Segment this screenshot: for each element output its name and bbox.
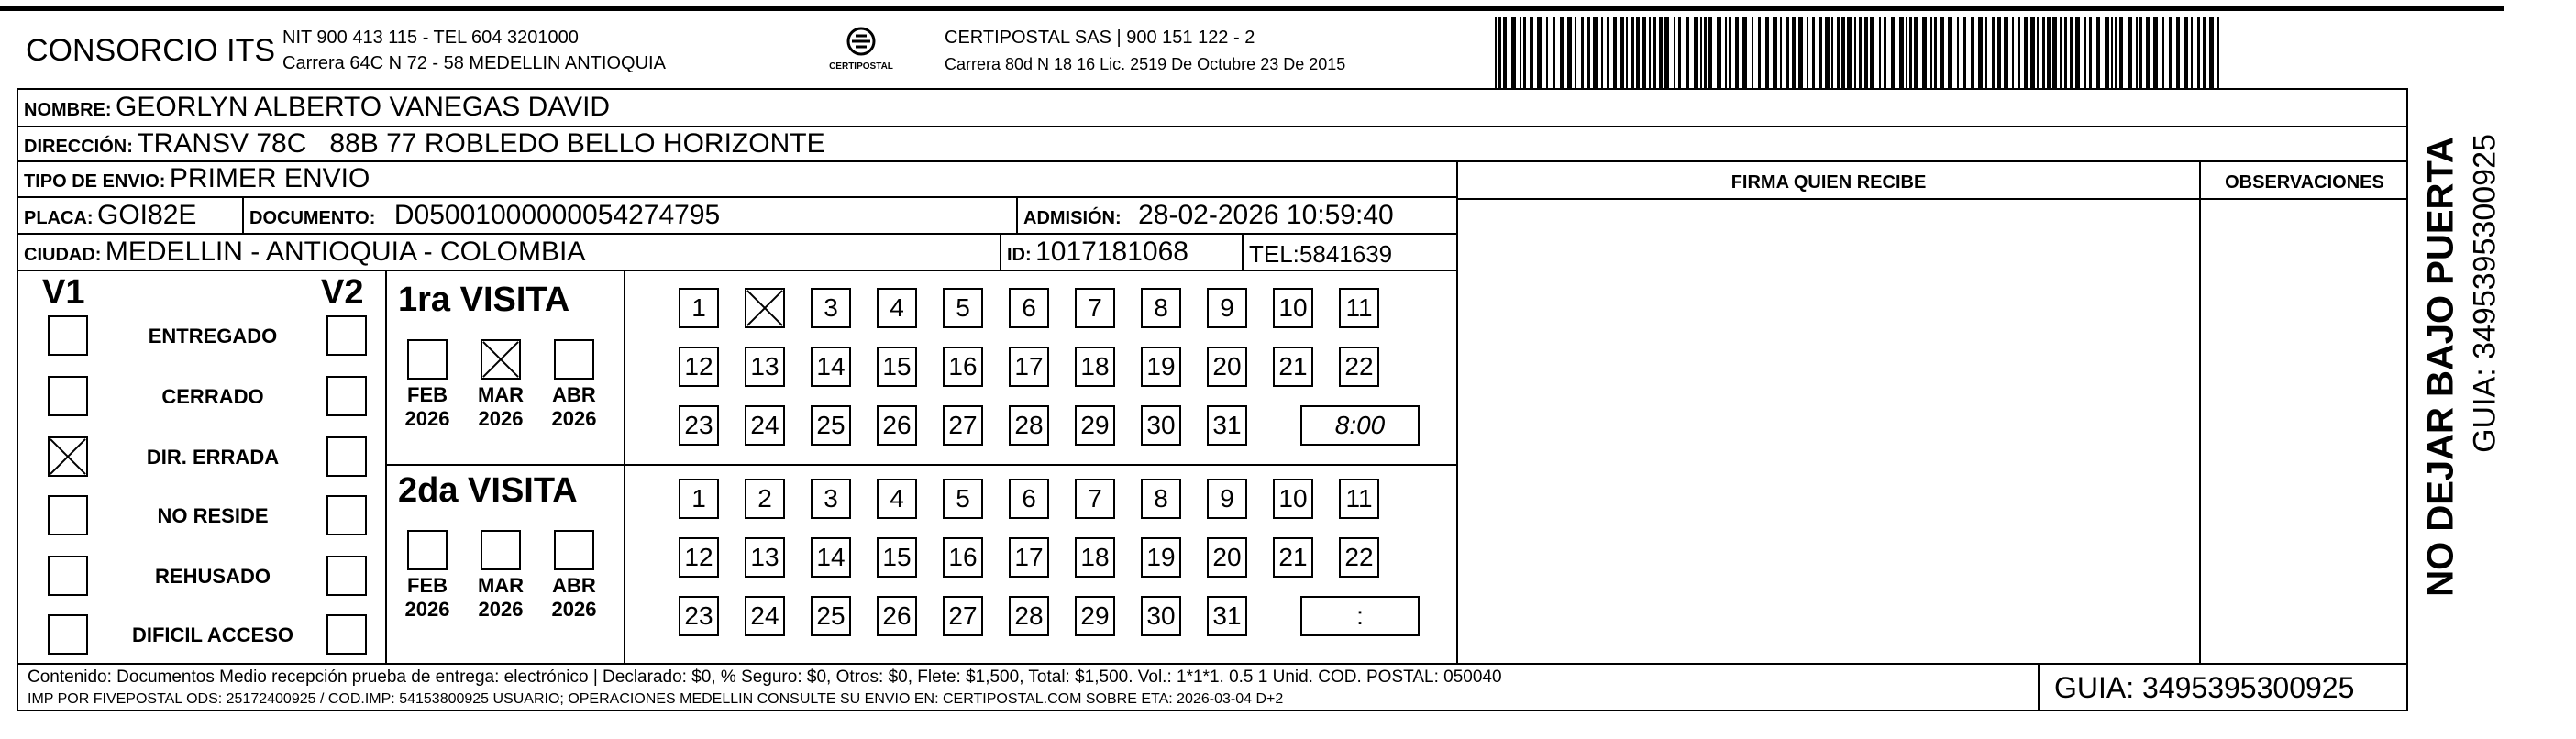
nombre-value: GEORLYN ALBERTO VANEGAS DAVID — [116, 92, 611, 122]
day-box-28[interactable]: 28 — [1009, 596, 1049, 636]
day-box-7[interactable]: 7 — [1075, 288, 1115, 328]
contenido-text: Contenido: Documentos Medio recepción prueba de entrega: electrónico | Declarado: $0, % Seguro: $0, Otros: $0, Flete: $1,500, Total: $1,500. Vol.: 1*1*1. 0.5 1 Unid. COD. POSTAL: 050040 — [28, 667, 1502, 687]
day-box-6[interactable]: 6 — [1009, 288, 1049, 328]
day-box-3[interactable]: 3 — [811, 288, 851, 328]
divider — [1000, 233, 1001, 270]
month-label: ABR — [552, 574, 596, 597]
month-label: ABR — [552, 383, 596, 406]
day-box-9[interactable]: 9 — [1207, 479, 1247, 519]
admision-field — [1023, 200, 1394, 231]
status-label: NO RESIDE — [157, 504, 269, 527]
nombre-row — [24, 92, 610, 123]
id-field — [1007, 237, 1188, 268]
divider — [17, 270, 1456, 271]
day-box-2[interactable]: 2 — [745, 479, 785, 519]
logo-text: CERTIPOSTAL — [829, 61, 893, 72]
day-box-8[interactable]: 8 — [1141, 288, 1181, 328]
v1-checkbox[interactable] — [48, 556, 88, 596]
v2-checkbox[interactable] — [326, 315, 367, 356]
status-label: REHUSADO — [155, 565, 271, 588]
nombre-label: NOMBRE: — [24, 100, 112, 120]
documento-field — [249, 200, 720, 231]
day-box-15[interactable]: 15 — [877, 347, 917, 387]
direccion-value: TRANSV 78C 88B 77 ROBLEDO BELLO HORIZONTE — [137, 128, 825, 159]
side-guia: GUIA: 3495395300925 — [2467, 134, 2503, 453]
tipo-envio-row — [24, 163, 370, 194]
day-box-18[interactable]: 18 — [1075, 347, 1115, 387]
divider — [2038, 663, 2040, 711]
day-box-22[interactable]: 22 — [1339, 347, 1379, 387]
nit-line: NIT 900 413 115 - TEL 604 3201000 — [282, 28, 579, 48]
v2-checkbox[interactable] — [326, 436, 367, 477]
tipo-value: PRIMER ENVIO — [169, 163, 370, 193]
month-checkbox[interactable] — [407, 530, 448, 570]
ciudad-value: MEDELLIN - ANTIOQUIA - COLOMBIA — [105, 237, 586, 267]
placa-value: GOI82E — [97, 200, 197, 230]
day-box-22[interactable]: 22 — [1339, 537, 1379, 578]
divider — [17, 233, 1456, 235]
day-box-17[interactable]: 17 — [1009, 537, 1049, 578]
divider — [17, 663, 2408, 665]
status-label: CERRADO — [161, 385, 264, 408]
footer-guia: GUIA: 3495395300925 — [2054, 671, 2355, 704]
day-box-5[interactable]: 5 — [943, 479, 983, 519]
v2-checkbox[interactable] — [326, 556, 367, 596]
barcode — [1495, 17, 2228, 88]
placa-label: PLACA: — [24, 208, 94, 228]
tel-field — [1249, 240, 1392, 269]
day-box-12[interactable]: 12 — [679, 347, 719, 387]
imp-text: IMP POR FIVEPOSTAL ODS: 25172400925 / COD.IMP: 54153800925 USUARIO; OPERACIONES MEDELLIN CONSULTE SU ENVIO EN: CERTIPOSTAL.COM SOBRE ETA: 2026-03-04 D+2 — [28, 691, 1284, 707]
id-value: 1017181068 — [1035, 237, 1188, 267]
v1-checkbox[interactable] — [48, 436, 88, 477]
day-box-29[interactable]: 29 — [1075, 405, 1115, 446]
divider — [1456, 198, 2408, 200]
day-box-25[interactable]: 25 — [811, 405, 851, 446]
visit1-title: 1ra VISITA — [398, 281, 570, 319]
day-box-5[interactable]: 5 — [943, 288, 983, 328]
day-box-9[interactable]: 9 — [1207, 288, 1247, 328]
side-guia-wrap — [2467, 110, 2504, 550]
day-box-20[interactable]: 20 — [1207, 537, 1247, 578]
divider — [17, 196, 1456, 198]
day-box-3[interactable]: 3 — [811, 479, 851, 519]
year-label: 2026 — [478, 407, 524, 430]
day-box-23[interactable]: 23 — [679, 596, 719, 636]
day-box-16[interactable]: 16 — [943, 537, 983, 578]
day-box-31[interactable]: 31 — [1207, 596, 1247, 636]
day-box-30[interactable]: 30 — [1141, 596, 1181, 636]
status-label: DIR. ERRADA — [146, 446, 280, 469]
day-box-21[interactable]: 21 — [1273, 347, 1313, 387]
tel-value: 5841639 — [1299, 240, 1393, 268]
tel-label: TEL: — [1249, 240, 1299, 268]
day-box-14[interactable]: 14 — [811, 347, 851, 387]
side-warning: NO DEJAR BAJO PUERTA — [2420, 137, 2461, 597]
time-field[interactable]: 8:00 — [1300, 405, 1420, 446]
v1-checkbox[interactable] — [48, 614, 88, 655]
month-label: MAR — [477, 383, 525, 406]
day-box-11[interactable]: 11 — [1339, 479, 1379, 519]
status-label: ENTREGADO — [148, 325, 278, 347]
day-box-29[interactable]: 29 — [1075, 596, 1115, 636]
day-box-19[interactable]: 19 — [1141, 347, 1181, 387]
day-box-15[interactable]: 15 — [877, 537, 917, 578]
divider — [385, 270, 387, 663]
day-box-21[interactable]: 21 — [1273, 537, 1313, 578]
year-label: 2026 — [551, 598, 597, 621]
v2-checkbox[interactable] — [326, 376, 367, 416]
day-box-1[interactable]: 1 — [679, 288, 719, 328]
month-checkbox[interactable] — [407, 339, 448, 380]
v2-label: V2 — [321, 273, 364, 312]
logo-icon — [843, 26, 879, 57]
top-border — [0, 6, 2504, 11]
time-field[interactable]: : — [1300, 596, 1420, 636]
day-box-14[interactable]: 14 — [811, 537, 851, 578]
admision-label: ADMISIÓN: — [1023, 208, 1122, 228]
divider — [2199, 160, 2201, 663]
divider — [1456, 160, 1458, 663]
company-address: Carrera 64C N 72 - 58 MEDELLIN ANTIOQUIA — [282, 53, 666, 73]
day-box-11[interactable]: 11 — [1339, 288, 1379, 328]
v2-checkbox[interactable] — [326, 614, 367, 655]
day-box-26[interactable]: 26 — [877, 405, 917, 446]
day-box-13[interactable]: 13 — [745, 537, 785, 578]
day-box-18[interactable]: 18 — [1075, 537, 1115, 578]
month-label: FEB — [407, 383, 448, 406]
divider — [1242, 233, 1244, 270]
divider — [242, 196, 244, 233]
year-label: 2026 — [404, 598, 450, 621]
day-box-31[interactable]: 31 — [1207, 405, 1247, 446]
day-box-13[interactable]: 13 — [745, 347, 785, 387]
ciudad-field — [24, 237, 585, 268]
direccion-row — [24, 128, 825, 160]
day-box-8[interactable]: 8 — [1141, 479, 1181, 519]
day-box-1[interactable]: 1 — [679, 479, 719, 519]
v1-label: V1 — [42, 273, 85, 312]
divider — [385, 464, 1456, 466]
day-box-10[interactable]: 10 — [1273, 479, 1313, 519]
placa-field — [24, 200, 196, 231]
divider — [624, 270, 625, 663]
day-box-10[interactable]: 10 — [1273, 288, 1313, 328]
month-checkbox[interactable] — [554, 530, 594, 570]
day-box-24[interactable]: 24 — [745, 405, 785, 446]
year-label: 2026 — [404, 407, 450, 430]
divider — [17, 160, 2408, 162]
day-box-25[interactable]: 25 — [811, 596, 851, 636]
day-box-26[interactable]: 26 — [877, 596, 917, 636]
admision-value: 28-02-2026 10:59:40 — [1138, 200, 1394, 230]
tipo-label: TIPO DE ENVIO: — [24, 171, 166, 192]
ciudad-label: CIUDAD: — [24, 245, 102, 265]
documento-label: DOCUMENTO: — [249, 208, 376, 228]
month-checkbox[interactable] — [554, 339, 594, 380]
divider — [1016, 196, 1018, 233]
v1-checkbox[interactable] — [48, 315, 88, 356]
day-box-20[interactable]: 20 — [1207, 347, 1247, 387]
firma-header: FIRMA QUIEN RECIBE — [1730, 172, 1927, 193]
day-box-4[interactable]: 4 — [877, 288, 917, 328]
id-label: ID: — [1007, 245, 1032, 265]
month-checkbox[interactable] — [481, 339, 521, 380]
company-name: CONSORCIO ITS — [26, 33, 276, 68]
day-box-23[interactable]: 23 — [679, 405, 719, 446]
documento-value: D05001000000054274795 — [393, 200, 721, 230]
day-box-24[interactable]: 24 — [745, 596, 785, 636]
divider — [17, 126, 2408, 127]
side-warning-wrap — [2417, 110, 2465, 623]
day-box-30[interactable]: 30 — [1141, 405, 1181, 446]
day-box-7[interactable]: 7 — [1075, 479, 1115, 519]
day-box-12[interactable]: 12 — [679, 537, 719, 578]
month-label: FEB — [407, 574, 448, 597]
v2-checkbox[interactable] — [326, 495, 367, 535]
license-line: Carrera 80d N 18 16 Lic. 2519 De Octubre 23 De 2015 — [945, 55, 1346, 73]
visit2-title: 2da VISITA — [398, 471, 578, 510]
observaciones-header: OBSERVACIONES — [2225, 172, 2384, 193]
v1-checkbox[interactable] — [48, 495, 88, 535]
day-box-19[interactable]: 19 — [1141, 537, 1181, 578]
month-label: MAR — [477, 574, 525, 597]
year-label: 2026 — [551, 407, 597, 430]
status-label: DIFICIL ACCESO — [131, 623, 293, 646]
day-box-6[interactable]: 6 — [1009, 479, 1049, 519]
day-box-28[interactable]: 28 — [1009, 405, 1049, 446]
day-box-17[interactable]: 17 — [1009, 347, 1049, 387]
v1-checkbox[interactable] — [48, 376, 88, 416]
day-box-2[interactable] — [745, 288, 785, 328]
certipostal-line: CERTIPOSTAL SAS | 900 151 122 - 2 — [945, 28, 1255, 48]
day-box-27[interactable]: 27 — [943, 596, 983, 636]
day-box-4[interactable]: 4 — [877, 479, 917, 519]
day-box-16[interactable]: 16 — [943, 347, 983, 387]
month-checkbox[interactable] — [481, 530, 521, 570]
year-label: 2026 — [478, 598, 524, 621]
direccion-label: DIRECCIÓN: — [24, 137, 133, 157]
day-box-27[interactable]: 27 — [943, 405, 983, 446]
certipostal-logo — [822, 26, 901, 72]
